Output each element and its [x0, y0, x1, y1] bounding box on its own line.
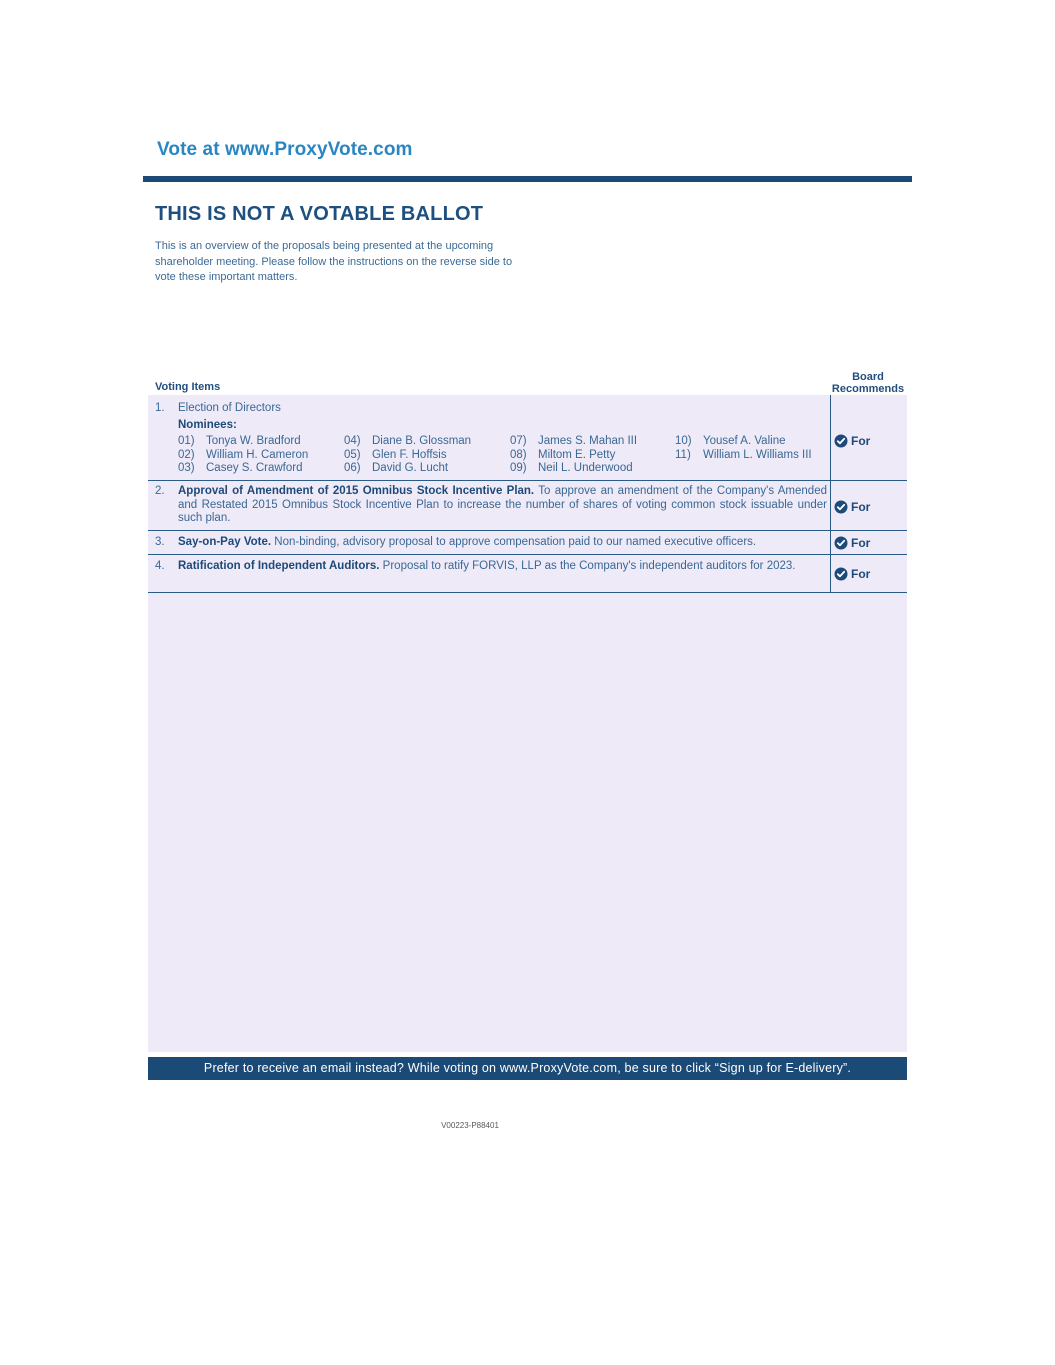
top-rule	[143, 176, 912, 182]
page-title: THIS IS NOT A VOTABLE BALLOT	[155, 203, 484, 225]
item-title: Approval of Amendment of 2015 Omnibus Stock Incentive Plan.	[178, 485, 535, 497]
nominee	[675, 449, 812, 463]
row-divider	[148, 530, 907, 531]
nominee-number: 02)	[178, 448, 195, 461]
nominee	[344, 449, 471, 463]
voting-item-2	[155, 485, 827, 527]
recommendation-4	[834, 567, 870, 581]
nominee-name: Miltom E. Petty	[538, 448, 616, 461]
nominee	[510, 462, 637, 476]
recommendation-label: For	[851, 434, 871, 448]
recommendation-label: For	[851, 567, 871, 581]
nominee-number: 08)	[510, 448, 527, 461]
document-code: V00223-P88401	[441, 1121, 499, 1130]
item-number: 2.	[155, 485, 165, 497]
item-text: Proposal to ratify FORVIS, LLP as the Company's independent auditors for 2023.	[382, 560, 796, 572]
nominee-number: 03)	[178, 462, 195, 475]
check-circle-icon	[834, 567, 848, 581]
nominee-name: James S. Mahan III	[538, 435, 638, 447]
item-body	[178, 485, 827, 526]
nominee	[675, 435, 812, 449]
item-text: To approve an amendment of the Company's Amended and Restated 2015 Omnibus Stock Incentive Plan to increase the number of shares of voting common stock issuable under such plan.	[178, 485, 827, 524]
nominee-number: 07)	[510, 435, 527, 447]
recommendation-label: For	[851, 536, 871, 550]
voting-item-4	[155, 560, 827, 589]
board-recommends-header: Board Recommends	[831, 371, 905, 395]
item-title: Ratification of Independent Auditors.	[178, 560, 380, 572]
nominee-name: David G. Lucht	[372, 462, 449, 475]
nominee-number: 10)	[675, 435, 692, 447]
voting-item-3	[155, 536, 827, 551]
item-number: 3.	[155, 536, 165, 548]
nominee-column	[178, 435, 308, 476]
nominee	[178, 462, 308, 476]
vote-at-link[interactable]: Vote at www.ProxyVote.com	[157, 139, 413, 160]
nominee-column	[675, 435, 812, 462]
recommendation-label: For	[851, 500, 871, 514]
nominee-name: Tonya W. Bradford	[206, 435, 301, 447]
item-number: 4.	[155, 560, 165, 572]
voting-items-header: Voting Items	[155, 381, 221, 393]
recommendation-2	[834, 500, 870, 514]
nominee-number: 01)	[178, 435, 195, 447]
item-text: Non-binding, advisory proposal to approve compensation paid to our named executive officers.	[274, 536, 757, 548]
voting-item-1	[155, 402, 827, 482]
nominee-number: 04)	[344, 435, 361, 447]
item-body	[178, 560, 827, 574]
nominee-number: 09)	[510, 462, 527, 475]
item-body	[178, 536, 827, 550]
recommendation-divider	[830, 395, 831, 593]
item-body	[178, 402, 827, 432]
recommendation-3	[834, 536, 870, 550]
email-delivery-banner: Prefer to receive an email instead? While voting on www.ProxyVote.com, be sure to click “Sign up for E-delivery”.	[148, 1057, 907, 1080]
row-divider	[148, 592, 907, 593]
item-number: 1.	[155, 402, 165, 414]
check-circle-icon	[834, 536, 848, 550]
nominee	[344, 462, 471, 476]
item-title: Say-on-Pay Vote.	[178, 536, 272, 548]
row-divider	[148, 480, 907, 481]
intro-text: This is an overview of the proposals being presented at the upcoming shareholder meeting. Please follow the instructions on the reverse side to vote these important matters.	[155, 240, 513, 283]
nominee-name: William H. Cameron	[206, 448, 309, 461]
nominee	[344, 435, 471, 449]
nominee-name: Glen F. Hoffsis	[372, 448, 447, 461]
item-title: Election of Directors	[178, 402, 281, 414]
row-divider	[148, 554, 907, 555]
nominee-number: 06)	[344, 462, 361, 475]
nominee	[178, 449, 308, 463]
nominee-number: 11)	[675, 448, 691, 461]
nominee-name: Yousef A. Valine	[703, 435, 786, 447]
nominees-label: Nominees:	[178, 418, 237, 431]
check-circle-icon	[834, 434, 848, 448]
nominee-column	[344, 435, 471, 476]
nominee-name: William L. Williams III	[703, 448, 812, 461]
nominee-name: Neil L. Underwood	[538, 462, 633, 475]
nominee	[178, 435, 308, 449]
nominee-grid	[178, 435, 838, 477]
nominee-name: Casey S. Crawford	[206, 462, 303, 475]
check-circle-icon	[834, 500, 848, 514]
nominee	[510, 435, 637, 449]
recommendation-1	[834, 434, 870, 448]
nominee-number: 05)	[344, 448, 361, 461]
nominee	[510, 449, 637, 463]
nominee-name: Diane B. Glossman	[372, 435, 472, 447]
nominee-column	[510, 435, 637, 476]
